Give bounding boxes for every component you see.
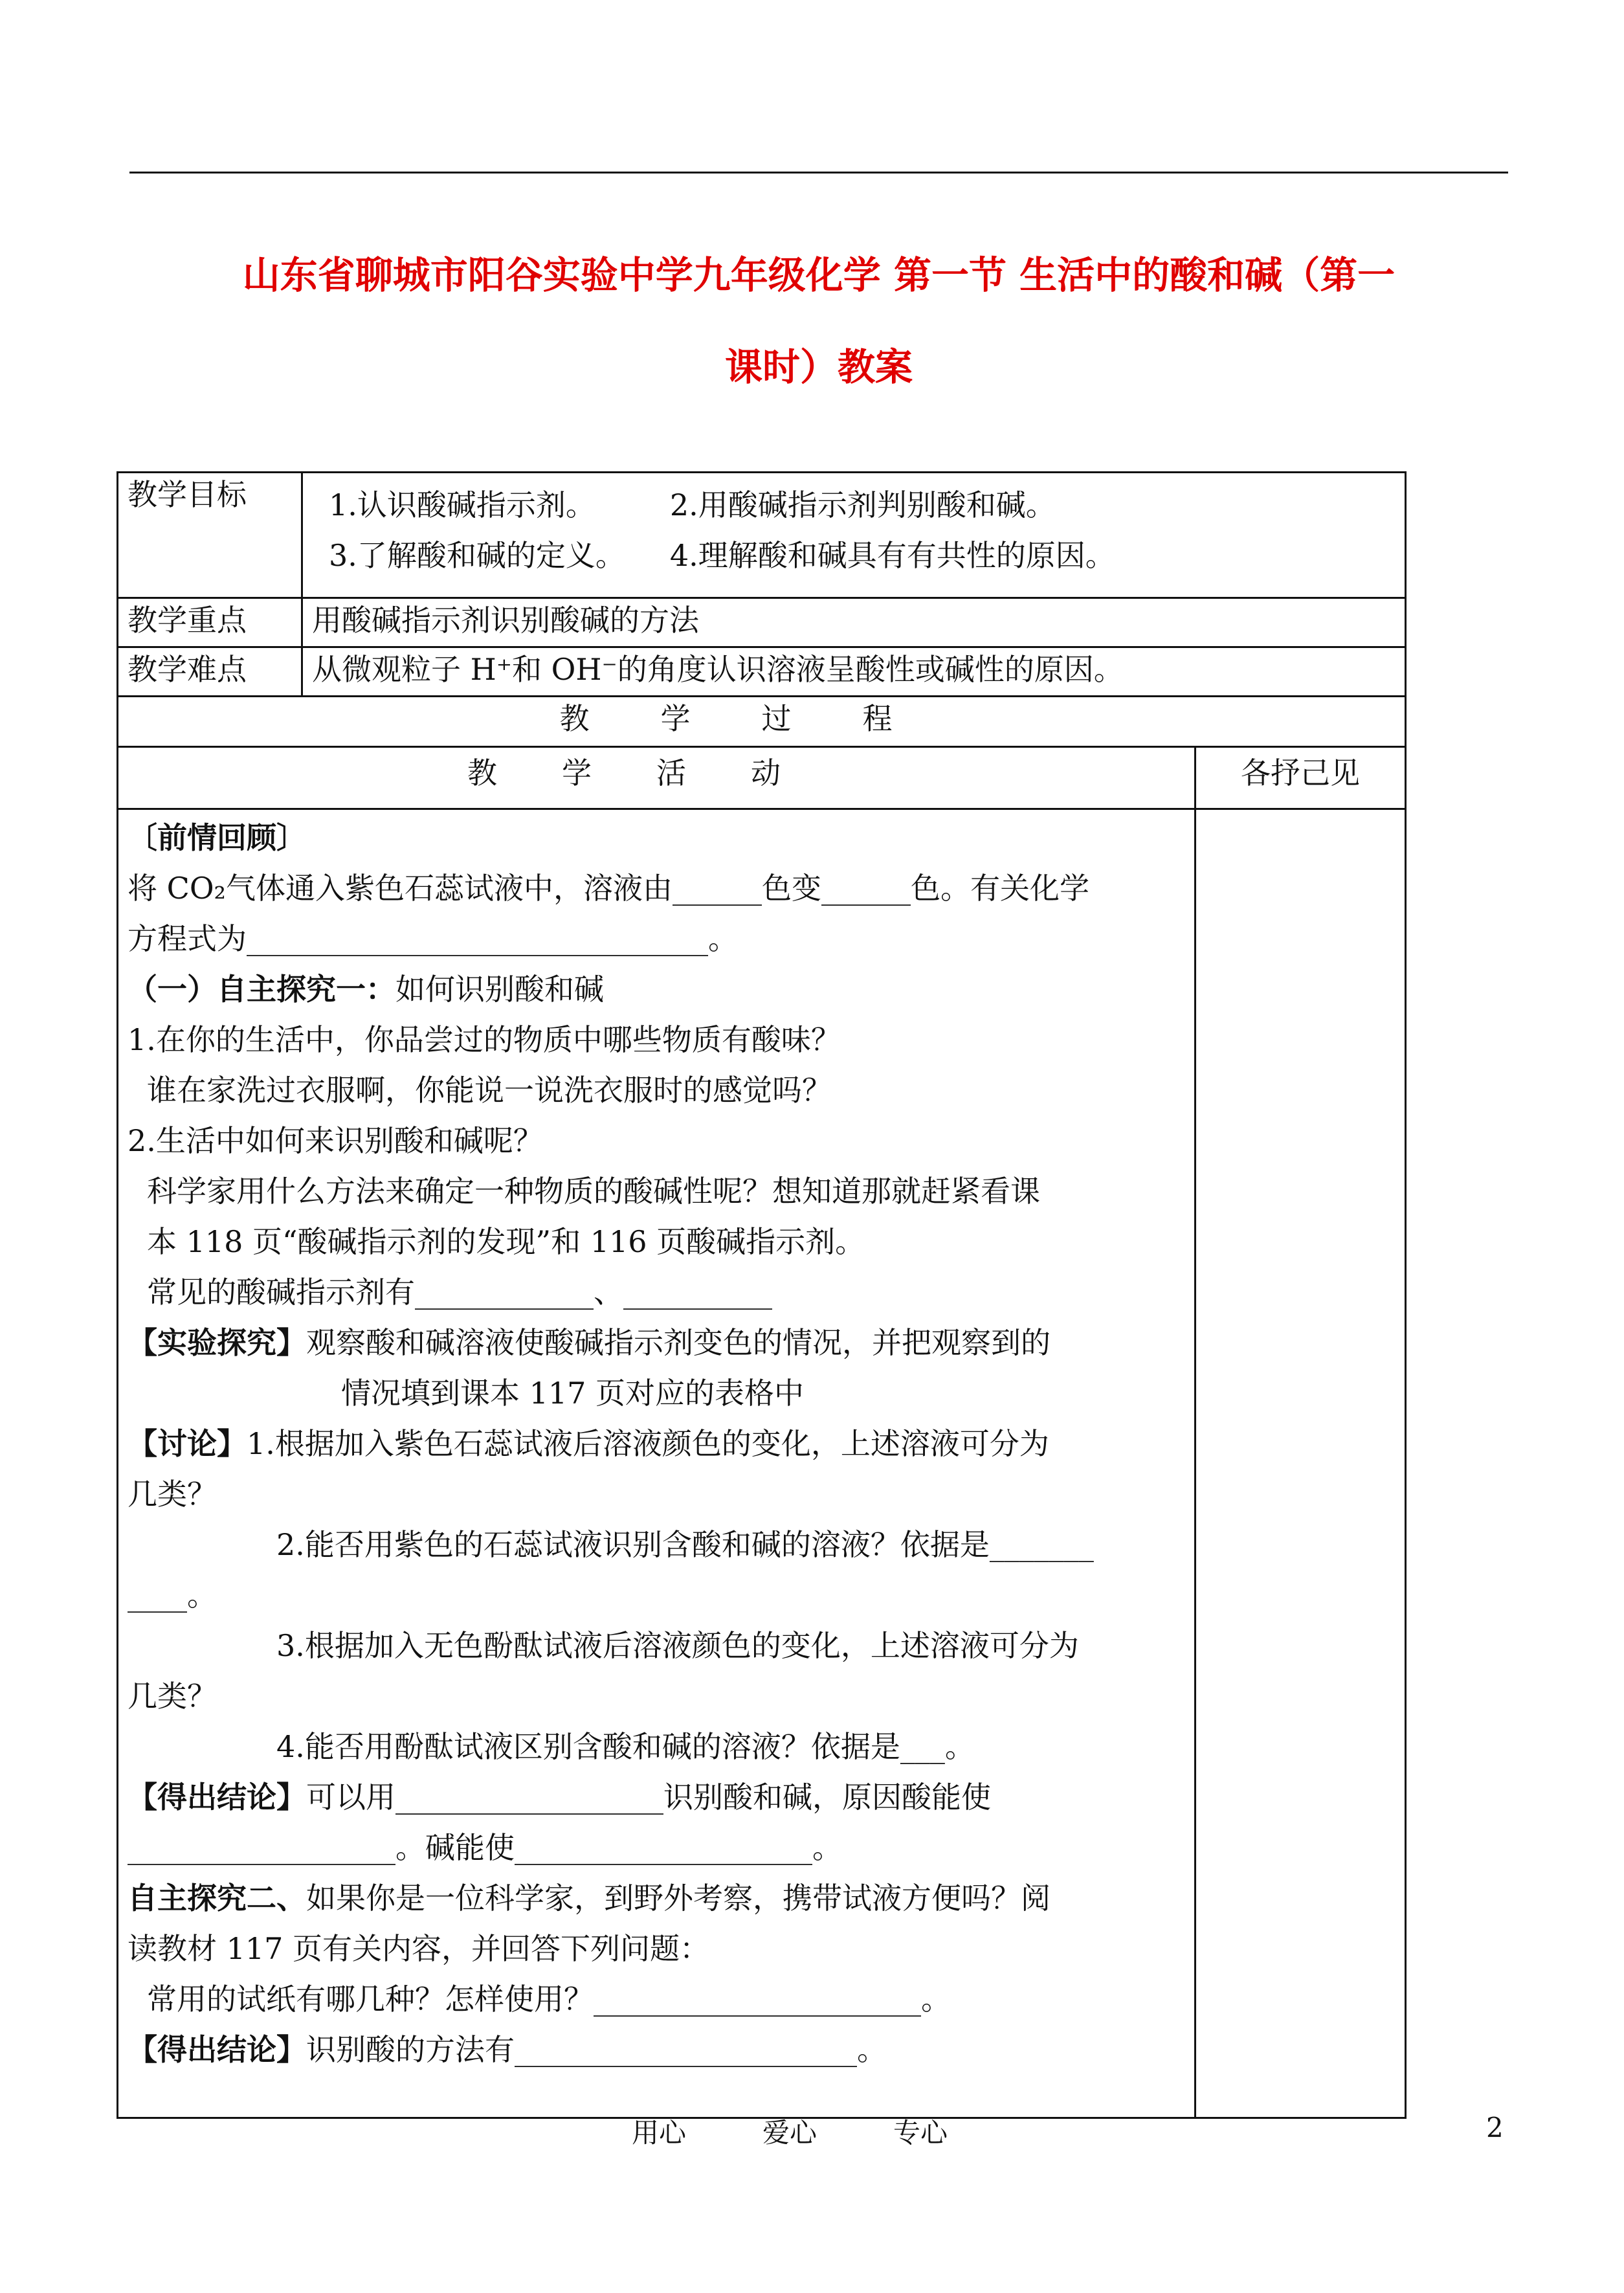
difficulty-text: 从微观粒子 H⁺和 OH⁻的角度认识溶液呈酸性或碱性的原因。	[302, 647, 1406, 697]
activity-line	[128, 1772, 1185, 1822]
activity-heading: 【讨论】	[128, 1426, 247, 1461]
activity-line	[128, 964, 1185, 1014]
activity-line: 科学家用什么方法来确定一种物质的酸碱性呢？想知道那就赶紧看课	[147, 1174, 1040, 1209]
activity-line	[128, 2024, 1185, 2075]
footer-right: 专心	[893, 2117, 948, 2149]
lesson-plan-table	[117, 471, 1407, 2119]
activity-line: 2.生活中如何来识别酸和碱呢？	[128, 1123, 543, 1158]
footer-left: 用心	[632, 2117, 687, 2149]
activity-cell	[118, 809, 1196, 2118]
objectives-cell	[302, 473, 1406, 598]
document-title-line2: 课时）教案	[724, 345, 913, 389]
activity-lines	[128, 812, 1185, 2075]
activity-line	[128, 1317, 1185, 1368]
process-header: 教学过程	[118, 697, 1406, 747]
activity-text: 1.根据加入紫色石蕊试液后溶液颜色的变化，上述溶液可分为	[247, 1426, 1049, 1461]
activity-line: 2.能否用紫色的石蕊试液识别含酸和碱的溶液？依据是_______	[276, 1527, 1094, 1562]
opinion-header: 各抒己见	[1196, 747, 1406, 809]
activity-line: 3.根据加入无色酚酞试液后溶液颜色的变化，上述溶液可分为	[276, 1628, 1079, 1663]
objective-line: 1.认识酸碱指示剂。 2.用酸碱指示剂判别酸和碱。	[329, 487, 1056, 522]
objectives-label: 教学目标	[118, 473, 302, 598]
activity-text: 如何识别酸和碱	[395, 972, 604, 1007]
document-title-line1: 山东省聊城市阳谷实验中学九年级化学 第一节 生活中的酸和碱（第一	[242, 253, 1396, 297]
activity-heading: （一）自主探究一：	[128, 972, 395, 1007]
activity-line: 几类？	[128, 1679, 217, 1714]
opinion-cell	[1196, 809, 1406, 2118]
activity-header: 教学活动	[118, 747, 1196, 809]
activity-line	[128, 1418, 1185, 1469]
activity-line: 将 CO₂气体通入紫色石蕊试液中，溶液由______色变______色。有关化学	[128, 871, 1089, 906]
activity-line: 1.在你的生活中，你品尝过的物质中哪些物质有酸味？	[128, 1022, 841, 1057]
objective-line: 3.了解酸和碱的定义。 4.理解酸和碱具有有共性的原因。	[329, 538, 1115, 573]
header-rule	[129, 172, 1508, 173]
activity-heading: 【得出结论】	[128, 2032, 306, 2067]
activity-text: 观察酸和碱溶液使酸碱指示剂变色的情况，并把观察到的	[306, 1325, 1051, 1360]
activity-line: 本 118 页“酸碱指示剂的发现”和 116 页酸碱指示剂。	[147, 1224, 865, 1259]
activity-line: __________________。碱能使____________________。	[128, 1830, 842, 1865]
activity-heading: 【得出结论】	[128, 1780, 306, 1815]
activity-line: 方程式为_______________________________。	[128, 921, 738, 956]
activity-line: ____。	[128, 1578, 217, 1613]
activity-text: 可以用__________________识别酸和碱，原因酸能使	[306, 1780, 991, 1815]
difficulty-label: 教学难点	[118, 647, 302, 697]
activity-line: 读教材 117 页有关内容，并回答下列问题：	[128, 1931, 710, 1966]
activity-line: 4.能否用酚酞试液区别含酸和碱的溶液？依据是___。	[276, 1729, 975, 1764]
activity-heading: 【实验探究】	[128, 1325, 306, 1360]
footer-middle: 爱心	[762, 2117, 818, 2149]
activity-line	[128, 1873, 1185, 1923]
activity-text: 识别酸的方法有_______________________。	[306, 2032, 887, 2067]
activity-line: 常见的酸碱指示剂有____________、__________	[147, 1275, 772, 1310]
activity-line: 几类？	[128, 1477, 217, 1512]
activity-line: 常用的试纸有哪几种？怎样使用？______________________。	[147, 1982, 951, 2017]
activity-line: 情况填到课本 117 页对应的表格中	[341, 1376, 805, 1411]
key-point-label: 教学重点	[118, 598, 302, 647]
activity-heading: 自主探究二、	[128, 1881, 306, 1916]
activity-text: 如果你是一位科学家，到野外考察，携带试液方便吗？阅	[306, 1881, 1051, 1916]
activity-line: 谁在家洗过衣服啊，你能说一说洗衣服时的感觉吗？	[147, 1073, 832, 1108]
page-number: 2	[1486, 2112, 1504, 2143]
key-point-text: 用酸碱指示剂识别酸碱的方法	[302, 598, 1406, 647]
activity-line: 〔前情回顾〕	[128, 820, 306, 855]
